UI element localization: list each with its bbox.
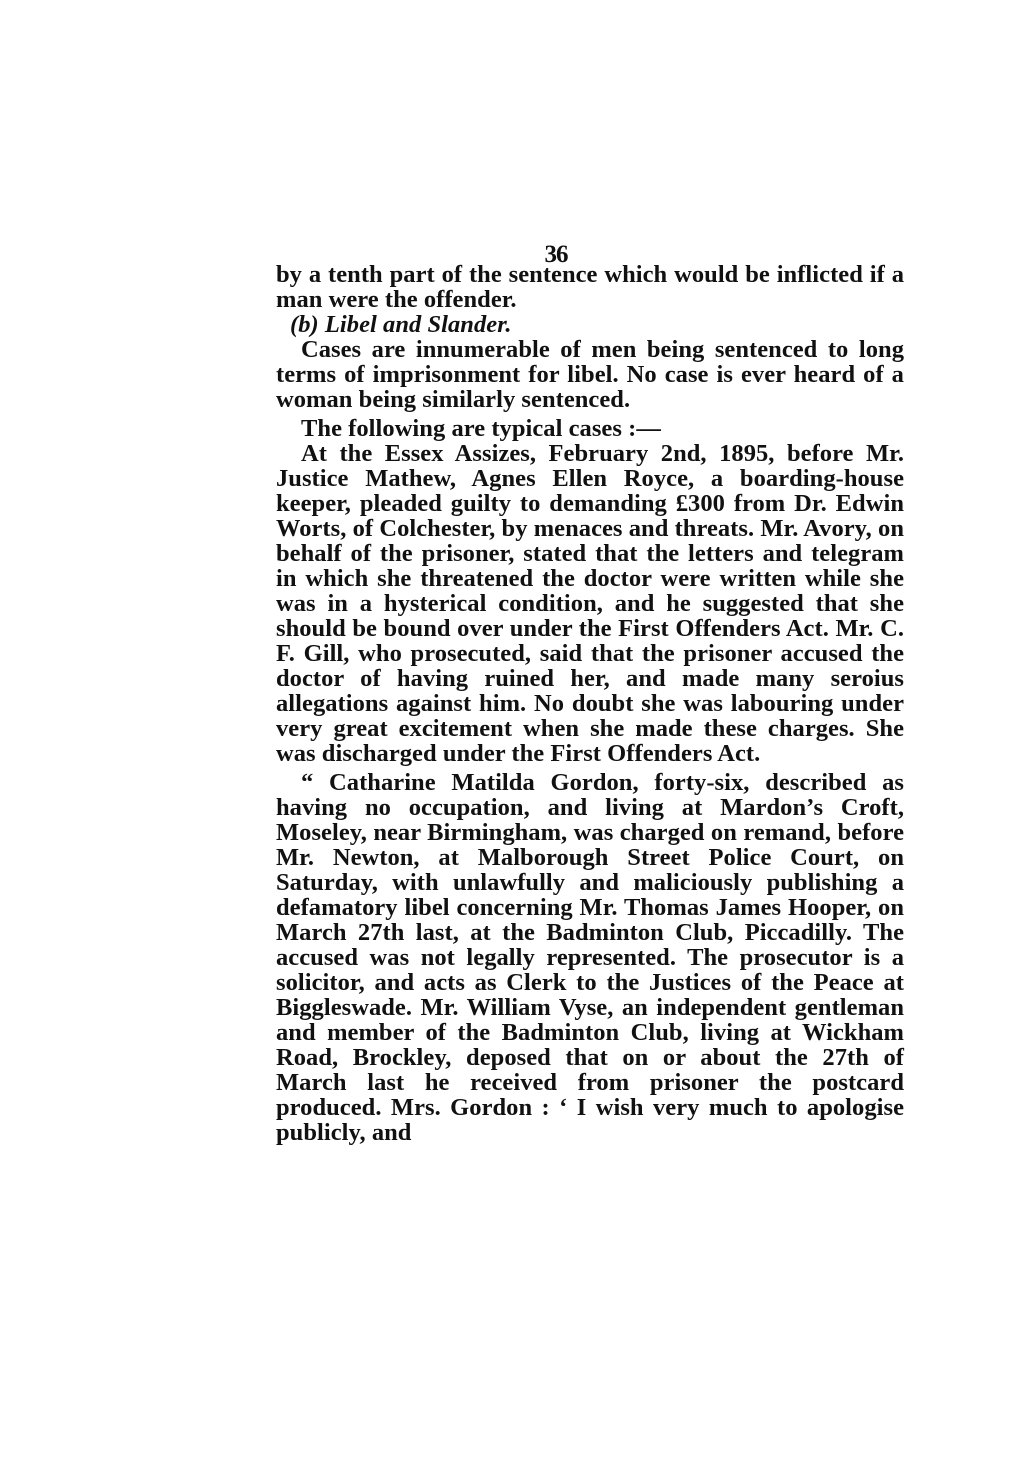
paragraph-typical-cases: The following are typical cases :— [301,415,661,442]
section-heading: (b) Libel and Slander. [290,311,512,338]
paragraph-gordon-case: “ Catharine Matilda Gordon, forty-six, described as having no occupation, and living at Mardon’s Croft, Moseley, near Birmingham, was charged on remand, before Mr. Newton, at Malborough Street Police Court, on Saturday, with unlawfully and maliciously publishing a defamatory libel concerning Mr. Thomas James Hooper, on March 27th last, at the Badminton Club, Piccadilly. The accused was not legally represented. The prosecutor is a solicitor, and acts as Clerk to the Justices of the Peace at Biggleswade. Mr. William Vyse, an independent gentleman and member of the Badminton Club, living at Wickham Road, Brockley, deposed that on or about the 27th of March last he received from prisoner the postcard produced. Mrs. Gordon : ‘ I wish very much to apologise publicly, and [276,769,904,1146]
page-number: 36 [544,241,568,268]
paragraph-cases-innumerable: Cases are innumerable of men being sentenced to long terms of imprisonment for libel. No case is ever heard of a woman being similarly sentenced. [276,336,904,413]
body-text [276,262,904,1145]
paragraph-essex-assizes: At the Essex Assizes, February 2nd, 1895, before Mr. Justice Mathew, Agnes Ellen Royce, a boarding-house keeper, pleaded guilty to demanding £300 from Dr. Edwin Worts, of Colchester, by menaces and threats. Mr. Avory, on behalf of the prisoner, stated that the letters and telegram in which she threatened the doctor were written while she was in a hysterical condition, and he suggested that she should be bound over under the First Offenders Act. Mr. C. F. Gill, who prosecuted, said that the prisoner accused the doctor of having ruined her, and made many seroius allegations against him. No doubt she was labouring under very great excitement when she made these charges. She was discharged under the First Offenders Act. [276,440,904,767]
paragraph-continuation: by a tenth part of the sentence which would be inflicted if a man were the offender. [276,261,904,313]
